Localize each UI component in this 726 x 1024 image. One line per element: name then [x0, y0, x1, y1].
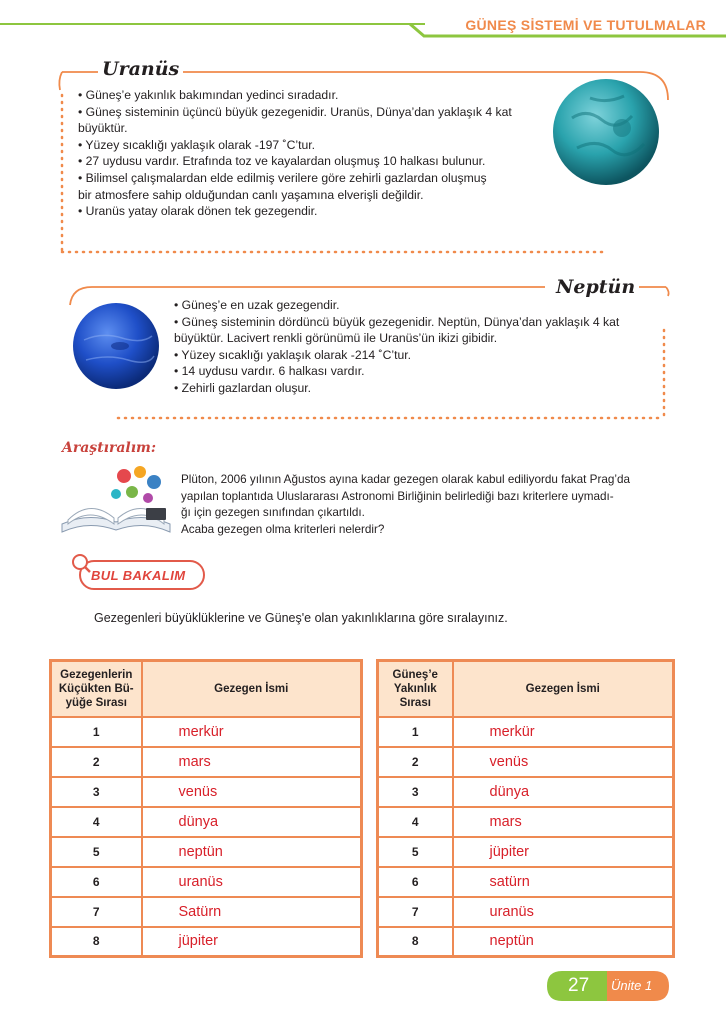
table-row: [378, 927, 674, 957]
header-line: Güneş’e: [392, 668, 438, 681]
answer-cell[interactable]: uranüs: [142, 867, 362, 897]
header-line: Yakınlık: [393, 682, 437, 695]
rank-cell: 7: [378, 897, 453, 927]
research-line: ğı için gezegen sınıfından çıkartıldı.: [181, 506, 365, 520]
uranus-bullet: bir atmosfere sahip olduğundan canlı yaşamına elverişli değildir.: [78, 187, 424, 202]
uranus-bullet: • 27 uydusu vardır. Etrafında toz ve kayalardan oluşmuş 10 halkası bulunur.: [78, 154, 486, 169]
answer-cell[interactable]: Satürn: [142, 897, 362, 927]
answer-cell[interactable]: mars: [453, 807, 674, 837]
table-row: [51, 897, 362, 927]
answer-cell[interactable]: dünya: [453, 777, 674, 807]
header-line: yüğe Sırası: [65, 696, 127, 709]
header-line: Sırası: [399, 696, 431, 709]
answer-cell[interactable]: merkür: [453, 717, 674, 747]
book-illustration-icon: [58, 462, 174, 540]
rank-cell: 8: [51, 927, 142, 957]
neptune-title: Neptün: [552, 276, 639, 298]
table-row: [378, 777, 674, 807]
planet-name-header: Gezegen İsmi: [142, 661, 362, 717]
unit-label: Ünite 1: [611, 978, 653, 993]
research-line: yapılan toplantıda Uluslararası Astronomi Birliğinin belirlediği bazı kriterlere uymadı-: [181, 489, 614, 503]
table-row: [378, 837, 674, 867]
size-order-table: [49, 659, 363, 958]
rank-cell: 7: [51, 897, 142, 927]
answer-cell[interactable]: venüs: [142, 777, 362, 807]
table-row: [51, 867, 362, 897]
table-header-row: [378, 661, 674, 717]
bul-bakalim-badge: [79, 560, 205, 590]
distance-order-table: [376, 659, 675, 958]
table-row: [378, 807, 674, 837]
table-row: [51, 837, 362, 867]
research-line: Acaba gezegen olma kriterleri nelerdir?: [181, 522, 385, 536]
uranus-title: Uranüs: [98, 58, 183, 80]
answer-cell[interactable]: neptün: [453, 927, 674, 957]
rank-cell: 3: [51, 777, 142, 807]
header-line: Gezegenlerin: [60, 668, 133, 681]
magnifier-icon: [70, 552, 92, 574]
neptune-bullet: • Güneş’e en uzak gezegendir.: [174, 298, 340, 312]
rank-cell: 2: [378, 747, 453, 777]
uranus-bullet: • Uranüs yatay olarak dönen tek gezegendir.: [78, 204, 318, 219]
table-row: [378, 897, 674, 927]
answer-cell[interactable]: neptün: [142, 837, 362, 867]
answer-cell[interactable]: dünya: [142, 807, 362, 837]
neptune-bullet: • Güneş sisteminin dördüncü büyük gezegenidir. Neptün, Dünya’dan yaklaşık 4 kat: [174, 314, 620, 329]
neptune-bullets: [174, 297, 664, 397]
uranus-bullet: • Yüzey sıcaklığı yaklaşık olarak -197 ˚C’tur.: [78, 137, 316, 152]
table-header-row: [51, 661, 362, 717]
rank-cell: 5: [378, 837, 453, 867]
neptune-planet-image: [72, 302, 160, 390]
rank-cell: 4: [378, 807, 453, 837]
header-line: Küçükten Bü-: [58, 682, 134, 695]
answer-cell[interactable]: jüpiter: [142, 927, 362, 957]
rank-cell: 8: [378, 927, 453, 957]
table-row: [51, 747, 362, 777]
table-row: [51, 807, 362, 837]
answer-cell[interactable]: venüs: [453, 747, 674, 777]
answer-cell[interactable]: jüpiter: [453, 837, 674, 867]
bul-bakalim-label: BUL BAKALIM: [91, 568, 186, 583]
page-header-title: GÜNEŞ SİSTEMİ VE TUTULMALAR: [465, 17, 706, 33]
table-row: [51, 717, 362, 747]
rank-cell: 4: [51, 807, 142, 837]
rank-cell: 1: [378, 717, 453, 747]
uranus-bullets: [78, 87, 558, 220]
size-rank-header: [51, 661, 142, 717]
research-text: [181, 472, 677, 538]
table-row: [378, 747, 674, 777]
rank-cell: 1: [51, 717, 142, 747]
rank-cell: 2: [51, 747, 142, 777]
answer-cell[interactable]: satürn: [453, 867, 674, 897]
rank-cell: 6: [378, 867, 453, 897]
neptune-bullet: • Yüzey sıcaklığı yaklaşık olarak -214 ˚C’tur.: [174, 347, 412, 362]
answer-cell[interactable]: uranüs: [453, 897, 674, 927]
table-row: [51, 927, 362, 957]
planet-name-header: Gezegen İsmi: [453, 661, 674, 717]
instruction-text: Gezegenleri büyüklüklerine ve Güneş'e olan yakınlıklarına göre sıralayınız.: [94, 611, 508, 625]
neptune-bullet: • 14 uydusu vardır. 6 halkası vardır.: [174, 364, 365, 379]
neptune-bullet: • Zehirli gazlardan oluşur.: [174, 380, 312, 395]
distance-rank-header: [378, 661, 453, 717]
rank-cell: 3: [378, 777, 453, 807]
page-number: 27: [568, 975, 590, 996]
research-line: Plüton, 2006 yılının Ağustos ayına kadar gezegen olarak kabul ediliyordu fakat Prag’da: [181, 473, 630, 486]
uranus-bullet: büyüktür.: [78, 121, 128, 136]
uranus-bullet: • Bilimsel çalışmalardan elde edilmiş verilere göre zehirli gazlardan oluşmuş: [78, 170, 487, 185]
uranus-bullet: • Güneş sisteminin üçüncü büyük gezegenidir. Uranüs, Dünya’dan yaklaşık 4 kat: [78, 104, 512, 119]
table-row: [378, 867, 674, 897]
uranus-planet-image: [552, 78, 660, 186]
table-row: [378, 717, 674, 747]
uranus-bullet: • Güneş’e yakınlık bakımından yedinci sıradadır.: [78, 88, 339, 102]
answer-cell[interactable]: merkür: [142, 717, 362, 747]
research-title: Araştıralım:: [62, 440, 157, 456]
neptune-bullet: büyüktür. Lacivert renkli görünümü ile Uranüs’ün ikizi gibidir.: [174, 331, 498, 346]
rank-cell: 6: [51, 867, 142, 897]
table-row: [51, 777, 362, 807]
answer-cell[interactable]: mars: [142, 747, 362, 777]
rank-cell: 5: [51, 837, 142, 867]
